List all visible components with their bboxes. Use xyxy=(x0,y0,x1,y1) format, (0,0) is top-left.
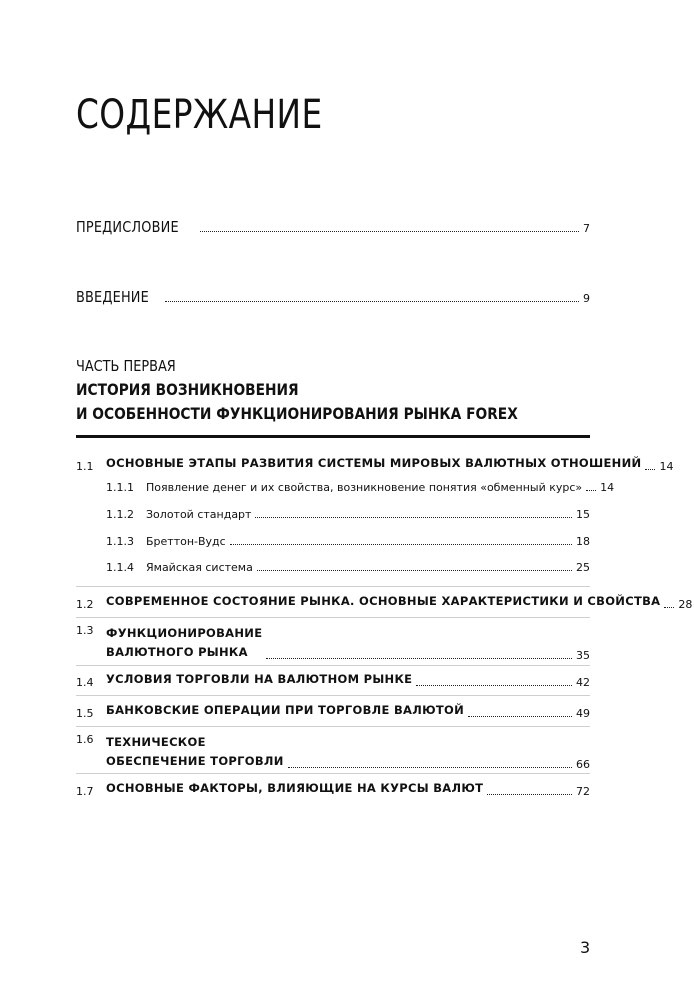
entry-number: 1.6 xyxy=(76,733,94,746)
toc-entry-1-1-3[interactable] xyxy=(76,535,590,548)
entry-number: 1.1.4 xyxy=(106,561,134,574)
entry-number: 1.1.1 xyxy=(106,481,134,494)
entry-label: ОСНОВНЫЕ ЭТАПЫ РАЗВИТИЯ СИСТЕМЫ МИРОВЫХ ВАЛЮТНЫХ ОТНОШЕНИЙ xyxy=(106,456,642,470)
entry-number: 1.2 xyxy=(76,598,94,611)
entry-number: 1.3 xyxy=(76,624,94,637)
dot-leader xyxy=(230,544,572,545)
dot-leader xyxy=(288,767,572,768)
page-number: 3 xyxy=(580,938,591,957)
entry-label: БАНКОВСКИЕ ОПЕРАЦИИ ПРИ ТОРГОВЛЕ ВАЛЮТОЙ xyxy=(106,703,465,717)
entry-label-line: ОБЕСПЕЧЕНИЕ ТОРГОВЛИ xyxy=(106,754,284,768)
entry-label: Ямайская система xyxy=(146,561,253,574)
part-title-line: И ОСОБЕННОСТИ ФУНКЦИОНИРОВАНИЯ РЫНКА FOREX xyxy=(76,404,518,423)
page-title: СОДЕРЖАНИЕ xyxy=(76,92,323,138)
entry-number: 1.4 xyxy=(76,676,94,689)
toc-entry-1-1[interactable] xyxy=(76,454,674,473)
separator xyxy=(76,695,590,696)
entry-label-line: ВАЛЮТНОГО РЫНКА xyxy=(106,645,248,659)
toc-entry-1-5[interactable] xyxy=(76,701,590,720)
entry-number: 1.1 xyxy=(76,460,94,473)
entry-number: 1.7 xyxy=(76,785,94,798)
entry-label: ПРЕДИСЛОВИЕ xyxy=(76,218,179,236)
toc-entry-1-1-2[interactable] xyxy=(76,508,590,521)
entry-page: 72 xyxy=(576,785,590,798)
entry-page: 15 xyxy=(576,508,590,521)
entry-label: Появление денег и их свойства, возникновение понятия «обменный курс» xyxy=(146,481,583,494)
entry-page: 9 xyxy=(583,292,590,305)
dot-leader xyxy=(645,469,655,470)
entry-label: Бреттон-Вудс xyxy=(146,535,226,548)
entry-label xyxy=(106,733,284,771)
entry-page: 7 xyxy=(583,222,590,235)
dot-leader xyxy=(266,658,572,659)
part-title xyxy=(76,378,592,426)
part-title-line: ИСТОРИЯ ВОЗНИКНОВЕНИЯ xyxy=(76,380,299,399)
separator xyxy=(76,586,590,587)
dot-leader xyxy=(165,301,579,302)
dot-leader xyxy=(468,716,572,717)
toc-entry-1-1-1[interactable] xyxy=(76,481,615,494)
entry-number: 1.1.2 xyxy=(106,508,134,521)
toc-entry-1-6[interactable] xyxy=(76,733,590,771)
entry-page: 14 xyxy=(659,460,674,473)
entry-page: 66 xyxy=(576,758,590,771)
separator xyxy=(76,726,590,727)
entry-number: 1.5 xyxy=(76,707,94,720)
toc-entry-intro[interactable] xyxy=(76,288,590,306)
entry-label-line: ТЕХНИЧЕСКОЕ xyxy=(106,735,206,749)
entry-page: 18 xyxy=(576,535,590,548)
separator xyxy=(76,665,590,666)
entry-page: 28 xyxy=(678,598,693,611)
entry-page: 35 xyxy=(576,649,590,662)
entry-label: ВВЕДЕНИЕ xyxy=(76,288,149,306)
toc-entry-1-2[interactable] xyxy=(76,592,693,611)
entry-page: 42 xyxy=(576,676,590,689)
toc-entry-1-3[interactable] xyxy=(76,624,590,662)
entry-label xyxy=(106,624,262,662)
entry-number: 1.1.3 xyxy=(106,535,134,548)
toc-entry-1-1-4[interactable] xyxy=(76,561,590,574)
entry-label: ОСНОВНЫЕ ФАКТОРЫ, ВЛИЯЮЩИЕ НА КУРСЫ ВАЛЮТ xyxy=(106,781,484,795)
toc-entry-preface[interactable] xyxy=(76,218,590,236)
entry-page: 14 xyxy=(600,481,615,494)
dot-leader xyxy=(664,607,674,608)
separator xyxy=(76,617,590,618)
entry-page: 49 xyxy=(576,707,590,720)
entry-label: Золотой стандарт xyxy=(146,508,252,521)
separator xyxy=(76,773,590,774)
dot-leader xyxy=(255,517,572,518)
entry-label-line: ФУНКЦИОНИРОВАНИЕ xyxy=(106,626,263,640)
section-rule xyxy=(76,435,590,438)
dot-leader xyxy=(487,794,572,795)
entry-page: 25 xyxy=(576,561,590,574)
toc-entry-1-7[interactable] xyxy=(76,779,590,798)
entry-label: СОВРЕМЕННОЕ СОСТОЯНИЕ РЫНКА. ОСНОВНЫЕ ХАРАКТЕРИСТИКИ И СВОЙСТВА xyxy=(106,594,661,608)
dot-leader xyxy=(257,570,572,571)
part-label: ЧАСТЬ ПЕРВАЯ xyxy=(76,357,176,375)
dot-leader xyxy=(416,685,572,686)
dot-leader xyxy=(200,231,580,232)
entry-label: УСЛОВИЯ ТОРГОВЛИ НА ВАЛЮТНОМ РЫНКЕ xyxy=(106,672,413,686)
toc-entry-1-4[interactable] xyxy=(76,670,590,689)
dot-leader xyxy=(586,490,596,491)
